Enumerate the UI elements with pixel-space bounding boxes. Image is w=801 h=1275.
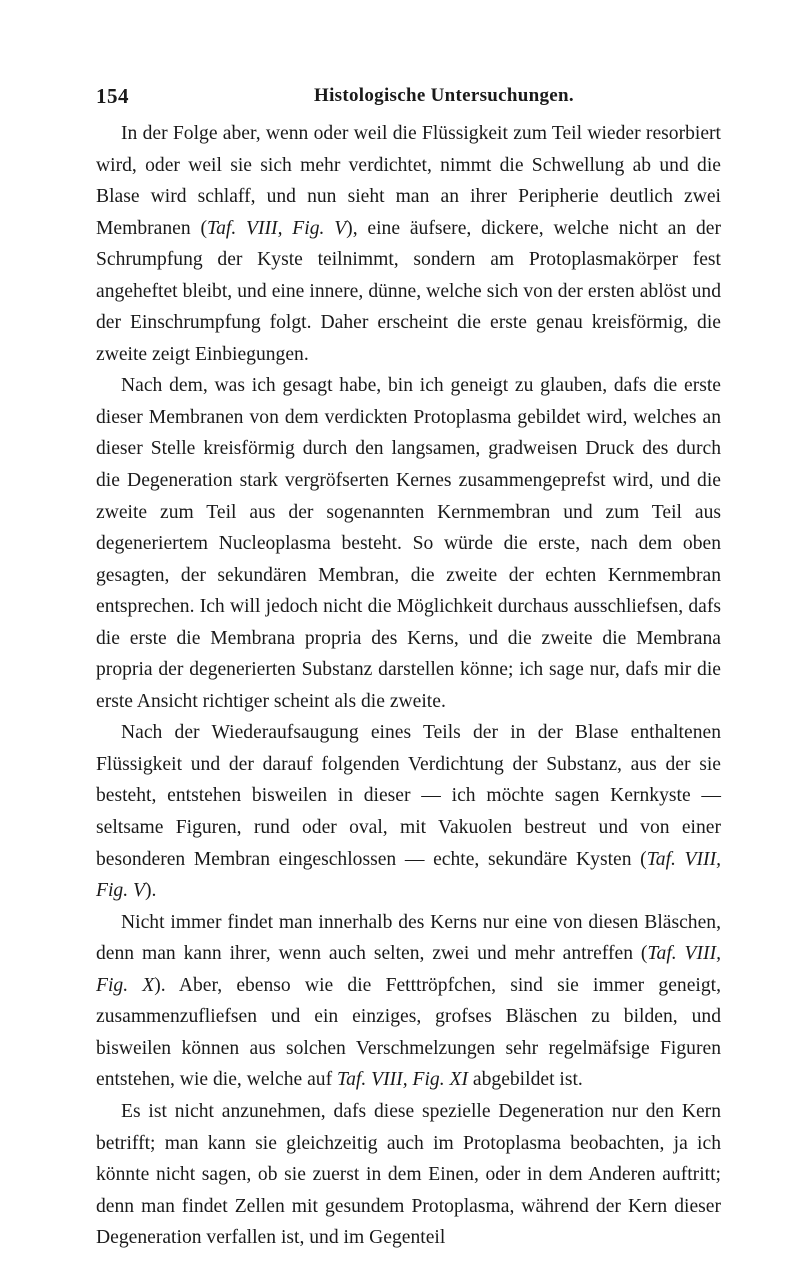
text-segment: Es ist nicht anzunehmen, dafs diese spezielle Degeneration nur den Kern betrifft; man kann sie gleichzeitig auch im Protoplasma beobachten, ja ich könnte nicht sagen, ob sie zuerst in dem Einen, oder in dem Anderen auftritt; denn man findet Zellen mit gesundem Protoplasma, während der Kern dieser Degeneration verfallen ist, und im Gegenteil: [96, 1100, 721, 1249]
text-segment: In der Folge aber, wenn oder weil die Flüssigkeit zum Teil wieder resorbiert wird, oder weil sie sich mehr verdichtet, nimmt die Schwellung ab und die Blase wird schlaff, und nun sieht man an ihrer Peripherie deutlich zwei Membranen (: [96, 123, 721, 239]
figure-reference: Taf. VIII, Fig. XI: [337, 1069, 468, 1091]
text-segment: Nach der Wiederaufsaugung eines Teils der in der Blase enthaltenen Flüssigkeit und der darauf folgenden Verdichtung der Substanz, aus der sie besteht, entstehen bisweilen in dieser — ich möchte sagen Kernkyste — seltsame Figuren, rund oder oval, mit Vakuolen bestreut und von einer besonderen Membran eingeschlossen — echte, sekundäre Kysten (: [96, 722, 721, 870]
paragraph: [96, 907, 721, 1096]
body-text: [96, 118, 721, 1254]
paragraph: [96, 1096, 721, 1254]
paragraph: [96, 370, 721, 717]
text-segment: ), eine äufsere, dickere, welche nicht an der Schrumpfung der Kyste teilnimmt, sondern am Protoplasmakörper fest angeheftet bleibt, und eine innere, dünne, welche sich von der ersten ablöst und der Einschrumpfung folgt. Daher erscheint die erste genau kreisförmig, die zweite zeigt Einbiegungen.: [96, 217, 722, 365]
text-segment: Nicht immer findet man innerhalb des Kerns nur eine von diesen Bläschen, denn man kann ihrer, wenn auch selten, zwei und mehr antreffen (: [96, 911, 721, 965]
text-segment: abgebildet ist.: [468, 1069, 583, 1091]
paragraph: [96, 118, 721, 370]
text-segment: ). Aber, ebenso wie die Fetttröpfchen, sind sie immer geneigt, zusammenzufliefsen und ein einziges, grofses Bläschen zu bilden, und bisweilen können aus solchen Verschmelzungen sehr regelmäfsige Figuren entstehen, wie die, welche auf: [96, 974, 721, 1091]
text-segment: ).: [144, 880, 157, 902]
running-title: Histologische Untersuchungen.: [314, 85, 574, 106]
figure-reference: Taf. VIII, Fig. V: [96, 848, 722, 902]
text-segment: Nach dem, was ich gesagt habe, bin ich geneigt zu glauben, dafs die erste dieser Membranen von dem verdickten Protoplasma gebildet wird, welches an dieser Stelle kreisförmig durch den langsamen, gradweisen Druck des durch die Degeneration stark vergröfserten Kernes zusammengeprefst wird, und die zweite zum Teil aus der sogenannten Kernmembran und zum Teil aus degeneriertem Nucleoplasma besteht. So würde die erste, nach dem oben gesagten, der sekundären Membran, die zweite der echten Kernmembran entsprechen. Ich will jedoch nicht die Möglichkeit durchaus ausschliefsen, dafs die erste die Membrana propria des Kerns, und die zweite die Membrana propria der degenerierten Substanz darstellen könne; ich sage nur, dafs mir die erste Ansicht richtiger scheint als die zweite.: [96, 375, 721, 712]
paragraph: [96, 717, 721, 906]
figure-reference: Taf. VIII, Fig. V: [207, 217, 347, 239]
page-number: 154: [96, 84, 129, 108]
running-head: [96, 84, 716, 114]
figure-reference: Taf. VIII, Fig. X: [96, 943, 721, 996]
